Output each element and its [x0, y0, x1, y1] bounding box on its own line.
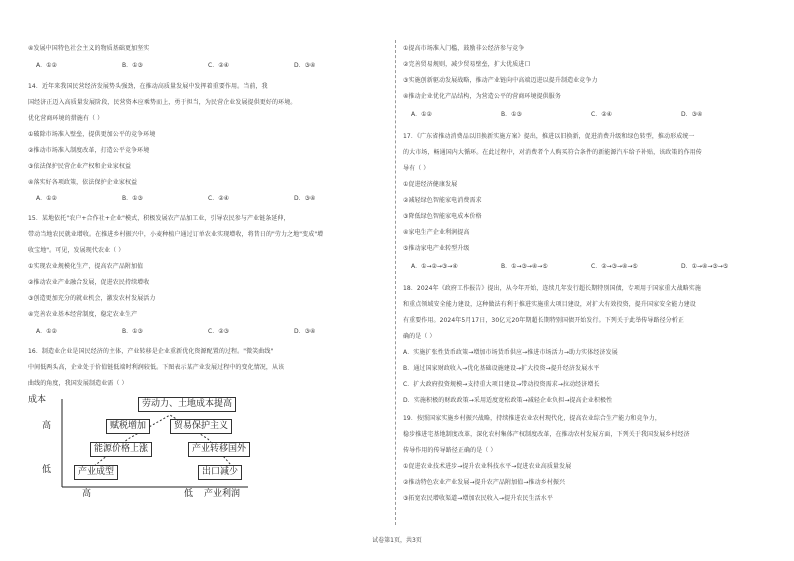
text-line: 优化营商环境的措施有（ ） [28, 115, 104, 122]
option-c: C．②④ [591, 111, 612, 118]
option-d: D．③④ [294, 328, 316, 335]
option-a: A．①② [36, 62, 57, 69]
option-a: A．①② [36, 328, 57, 335]
x-axis-label: 产业利润 [204, 489, 241, 499]
option-d: D．③④ [294, 62, 316, 69]
box-industry-formed: 产业成型 [74, 465, 118, 480]
q14-options [28, 194, 386, 203]
question-15: 15．某地依托"农户+合作社+企业"模式，积极发展农产品加工业，引导农民参与产业链条延伸， [28, 215, 290, 222]
choice-4: ④推动企业优化产品结构，为营造公平的营商环境提供服务 [403, 93, 561, 100]
box-energy-price: 能源价格上涨 [90, 442, 152, 457]
q16-options [403, 110, 769, 119]
question-18: 18．2024年《政府工作报告》提出，从今年开始，连续几年发行超长期特别国债，专项用于国家重大战略实施 [403, 285, 702, 292]
choice-2: ②推动特色农业产业发展→提升农产品附加值→推动乡村振兴 [403, 479, 566, 486]
option-a: A．①② [36, 195, 57, 202]
question-17: 17．《广东省推动消费品以旧换新实施方案》提出，推进以旧换新，促进消费升级和绿色转型，推动形成统一 [403, 133, 695, 140]
box-tax-increase: 赋税增加 [106, 419, 150, 434]
choice-3: ③依法保护民营企业产权和企业家权益 [28, 163, 132, 170]
text-line: 传导作用的传导路径正确的是（ ） [403, 447, 497, 454]
option-d: D．①→④→③→⑤ [681, 263, 729, 270]
choice-2: ②完善贸易规则，减少贸易壁垒，扩大优质进口 [403, 61, 531, 68]
text-line: 和重点领域安全能力建设，这种做法有利于推进实施重大项目建设，对扩大有效投资，提升国家安全能力建设 [403, 301, 696, 308]
option-c: C．②④ [208, 62, 229, 69]
text-line: ④发展中国特色社会主义的物质基础更加坚实 [28, 45, 150, 52]
text-line: 带动当地农民就业增收。在推进乡村振兴中，小麦种植户通过订单农业实现增收，将昔日的"劳力之地"变成"增 [28, 231, 324, 238]
text-line: 确的是（ ） [403, 333, 436, 340]
q13-options [28, 61, 386, 70]
text-line: 国经济正迈入高质量发展阶段，民营资本应乘势而上，勇于担当，为民营企业发展提供更好的环境。 [28, 99, 297, 106]
y-low-label: 低 [42, 465, 52, 475]
choice-1: ①实现农业规模化生产，提高农产品附加值 [28, 263, 144, 270]
option-c: C．扩大政府投资规模→支持重大项目建设→带动投资需求→拉动经济增长 [403, 381, 600, 388]
choice-2: ②推动农业产业融合发展，促进农民持续增收 [28, 279, 150, 286]
choice-1: ①提高市场准入门槛，鼓励非公经济参与竞争 [403, 45, 525, 52]
option-b: B．①③ [501, 111, 522, 118]
choice-5: ⑤推动家电产业转型升级 [403, 245, 470, 252]
text-line: 中间低两头高，企业处于价值链低端时利润较低。下图表示某产业发展过程中的变化情况，从该 [28, 364, 285, 371]
text-line: 收宝地"。可见，发展现代农业（ ） [28, 247, 125, 254]
option-c: C．②③ [208, 328, 229, 335]
choice-1: ①促进农业技术进步→提升农业科技水平→促进农业高质量发展 [403, 463, 572, 470]
page-footer: 试卷第1页，共3页 [372, 537, 422, 544]
question-19: 19．按照国家实施乡村振兴战略，持续推进农业农村现代化，提高农业综合生产能力和竞争力， [403, 415, 661, 422]
text-line: 导有（ ） [403, 165, 430, 172]
choice-1: ①破除市场准入壁垒，提供更加公平的竞争环境 [28, 131, 156, 138]
choice-4: ④完善农业基本经营制度，稳定农业生产 [28, 311, 138, 318]
question-14: 14．近年来我国民营经济发展势头强劲，在推动高质量发展中发挥着重要作用。当前，我 [28, 83, 268, 90]
x-right-label: 低 [184, 489, 194, 499]
choice-3: ③拓宽农民增收渠道→增加农民收入→提升农民生活水平 [403, 495, 553, 502]
choice-2: ②减轻绿色智能家电消费需求 [403, 197, 482, 204]
choice-4: ④落实好各项政策，依法保护企业家权益 [28, 179, 138, 186]
text-line: 稳步推进宅基地制度改革，深化农村集体产权制度改革，在推动农村发展方面，下列关于我国发展乡村经济 [403, 431, 690, 438]
y-axis-label: 成本 [28, 395, 47, 405]
option-b: B．①③ [122, 328, 143, 335]
option-d: D．实施积极的财政政策→采用适度宽松政策→减轻企业负担→提高企业积极性 [403, 397, 613, 404]
q17-options [403, 262, 769, 271]
option-d: D．③④ [294, 195, 316, 202]
text-line: 有重要作用。2024年5月17日，30亿元20年期超长期特别国债开始发行。下列关于此举传导路径分析正 [403, 317, 684, 324]
option-b: B．①③ [122, 195, 143, 202]
option-b: B．①③ [122, 62, 143, 69]
x-left-label: 高 [82, 489, 92, 499]
text-line: 的大市场，畅通国内大循环。在此过程中，对消费者个人购买符合条件的新能源汽车给予补贴，该政策的作用传 [403, 149, 702, 156]
option-d: D．③④ [681, 111, 703, 118]
option-c: C．②④ [208, 195, 229, 202]
option-b: B．通过国家财政收入→优化基础设施建设→扩大投资→提升经济发展水平 [403, 365, 600, 372]
option-a: A．①② [411, 111, 432, 118]
choice-3: ③降低绿色智能家电成本价格 [403, 213, 482, 220]
choice-4: ④家电生产企业利润提高 [403, 229, 470, 236]
cost-profit-diagram [28, 395, 258, 503]
box-industry-transfer: 产业转移国外 [188, 442, 250, 457]
box-labor-land-cost: 劳动力、土地成本提高 [138, 397, 236, 412]
column-divider [395, 40, 396, 525]
option-c: C．②→③→④→⑤ [591, 263, 638, 270]
q15-options [28, 327, 386, 336]
option-a: A．①→②→③→④ [411, 263, 458, 270]
box-export-decline: 出口减少 [198, 465, 242, 480]
option-b: B．①→③→④→⑤ [501, 263, 548, 270]
y-high-label: 高 [42, 421, 52, 431]
text-line: 曲线的角度，我国发展制造业需（ ） [28, 380, 128, 387]
option-a: A．实施扩张性货币政策→增加市场货币供应→推进市场活力→助力实体经济发展 [403, 349, 618, 356]
box-trade-protectionism: 贸易保护主义 [170, 419, 232, 434]
choice-1: ①促进经济健康发展 [403, 181, 458, 188]
question-16: 16．制造业企业是国民经济的主体，产业转移是企业重新优化资源配置的过程。"微笑曲线" [28, 348, 274, 355]
choice-2: ②推动市场准入制度改革，打造公平竞争环境 [28, 147, 150, 154]
choice-3: ③创造更加充分的就业机会，激发农村发展活力 [28, 295, 156, 302]
choice-3: ③实施创新驱动发展战略，推动产业链向中高端迈进以提升制造业竞争力 [403, 77, 598, 84]
